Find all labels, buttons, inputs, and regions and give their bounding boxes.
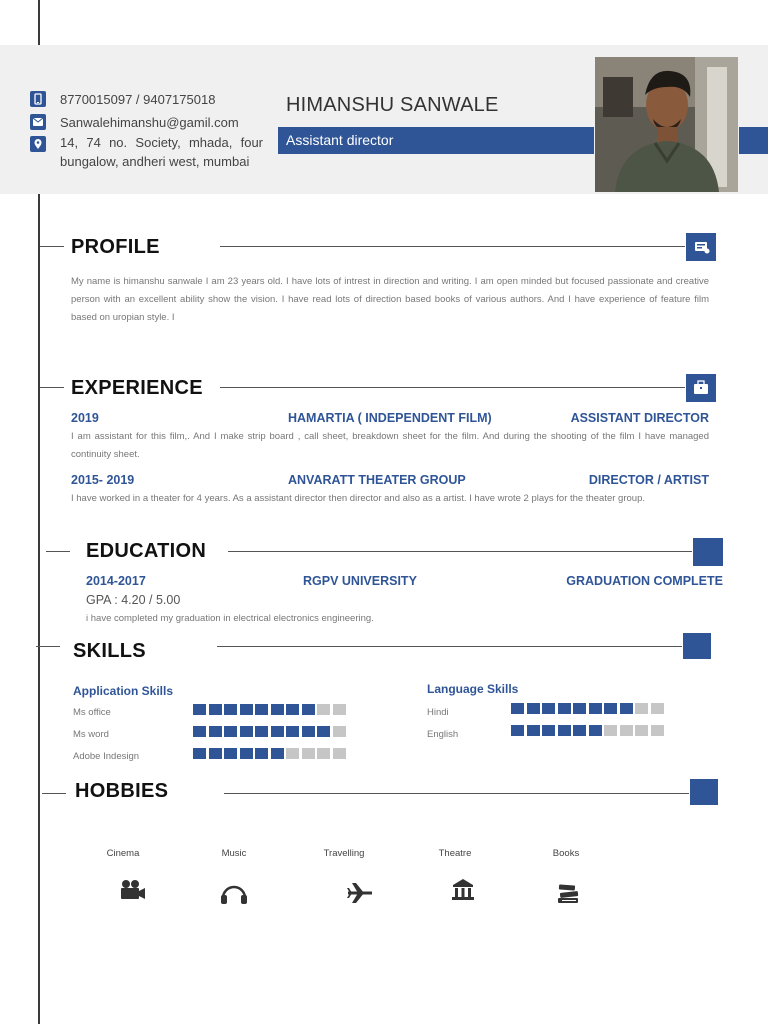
location-icon [30,136,46,152]
rating-segment [511,703,524,714]
rating-segment [573,725,586,736]
rating-segment [255,748,268,759]
role-bar-end [739,127,768,154]
experience-description: I have worked in a theater for 4 years. As a assistant director then director and also as a artist. I have wrote 2 plays for the theater group. [71,493,645,504]
skill-rating-bar [193,748,346,759]
rating-segment [635,703,648,714]
rating-segment [302,748,315,759]
rating-segment [240,704,253,715]
language-skills-heading: Language Skills [427,682,519,696]
books-icon [555,881,587,907]
rating-segment [209,726,222,737]
rating-segment [302,704,315,715]
rating-segment [286,704,299,715]
experience-description: I am assistant for this film,. And I make strip board , call sheet, breakdown sheet for the film. And during the shooting of the film I have managed continuity sheet. [71,431,709,460]
rating-segment [604,725,617,736]
experience-position: ASSISTANT DIRECTOR [570,411,709,425]
hobbies-section-icon [690,779,718,805]
hobbies-divider [224,793,689,794]
hobby-label: Travelling [323,848,365,859]
skill-name: Ms word [73,729,109,740]
rating-segment [271,726,284,737]
address: 14, 74 no. Society, mhada, four bungalow, andheri west, mumbai [60,135,263,169]
profile-text: My name is himanshu sanwale I am 23 years old. I have lots of intrest in direction and writing. I am open minded but focused passionate and creative person with an excellent ability show the vision. I have read lots of direction based books of various authors. And I have experience of feature film based on uropian style. I [71,276,709,323]
hobbies-tick [42,793,66,794]
rating-segment [271,748,284,759]
rating-segment [224,704,237,715]
rating-segment [240,726,253,737]
rating-segment [651,725,664,736]
rating-segment [240,748,253,759]
experience-position: DIRECTOR / ARTIST [588,473,709,487]
skill-rating-bar [193,704,346,715]
phone-icon [30,91,46,107]
skill-rating-bar [193,726,346,737]
rating-segment [511,725,524,736]
rating-segment [542,725,555,736]
headphones-icon [218,880,250,906]
education-divider [228,551,692,552]
experience-heading: EXPERIENCE [71,377,203,399]
education-status: GRADUATION COMPLETE [566,574,723,588]
rating-segment [193,748,206,759]
rating-segment [620,703,633,714]
experience-divider [220,387,685,388]
candidate-name: HIMANSHU SANWALE [286,94,499,116]
rating-segment [209,704,222,715]
education-tick [46,551,70,552]
rating-segment [224,748,237,759]
rating-segment [558,703,571,714]
rating-segment [255,704,268,715]
skills-divider [217,646,682,647]
application-skills-heading: Application Skills [73,684,174,698]
building-icon [449,877,481,903]
rating-segment [589,725,602,736]
rating-segment [317,704,330,715]
education-gpa: GPA : 4.20 / 5.00 [86,593,181,607]
rating-segment [286,726,299,737]
email-address: Sanwalehimanshu@gamil.com [60,115,239,130]
rating-segment [333,726,346,737]
experience-org: ANVARATT THEATER GROUP [288,473,466,487]
rating-segment [317,748,330,759]
rating-segment [589,703,602,714]
rating-segment [193,726,206,737]
skills-heading: SKILLS [73,640,146,662]
education-school: RGPV UNIVERSITY [303,574,417,588]
skills-section-icon [683,633,711,659]
rating-segment [286,748,299,759]
skills-tick [36,646,60,647]
language-name: English [427,729,459,740]
hobby-label: Theatre [438,848,472,859]
rating-segment [209,748,222,759]
email-icon [30,114,46,130]
profile-section-icon [686,233,716,261]
language-rating-bar [511,703,664,714]
profile-tick [40,246,64,247]
airplane-icon [344,880,376,906]
briefcase-icon [686,374,716,402]
rating-segment [651,703,664,714]
experience-year: 2019 [71,411,99,425]
rating-segment [302,726,315,737]
language-name: Hindi [427,707,449,718]
skill-name: Ms office [73,707,111,718]
hobby-label: Books [552,848,580,859]
rating-segment [635,725,648,736]
education-heading: EDUCATION [86,540,207,562]
profile-heading: PROFILE [71,236,160,258]
skill-name: Adobe Indesign [73,751,140,762]
rating-segment [333,704,346,715]
graduation-cap-icon [693,538,723,566]
rating-segment [255,726,268,737]
rating-segment [558,725,571,736]
hobbies-heading: HOBBIES [75,780,169,802]
rating-segment [333,748,346,759]
education-description: i have completed my graduation in electrical electronics engineering. [86,613,374,624]
experience-year: 2015- 2019 [71,473,135,487]
rating-segment [271,704,284,715]
experience-org: HAMARTIA ( INDEPENDENT FILM) [288,411,492,425]
phone-number: 8770015097 / 9407175018 [60,92,216,107]
experience-tick [40,387,64,388]
rating-segment [604,703,617,714]
rating-segment [193,704,206,715]
movie-camera-icon [117,878,149,904]
profile-photo [595,57,738,192]
education-year: 2014-2017 [86,574,146,588]
hobby-label: Cinema [106,848,140,859]
rating-segment [317,726,330,737]
rating-segment [527,703,540,714]
rating-segment [573,703,586,714]
rating-segment [542,703,555,714]
rating-segment [527,725,540,736]
rating-segment [224,726,237,737]
candidate-role: Assistant director [286,132,394,148]
language-rating-bar [511,725,664,736]
hobby-label: Music [221,848,247,859]
rating-segment [620,725,633,736]
profile-divider [220,246,685,247]
